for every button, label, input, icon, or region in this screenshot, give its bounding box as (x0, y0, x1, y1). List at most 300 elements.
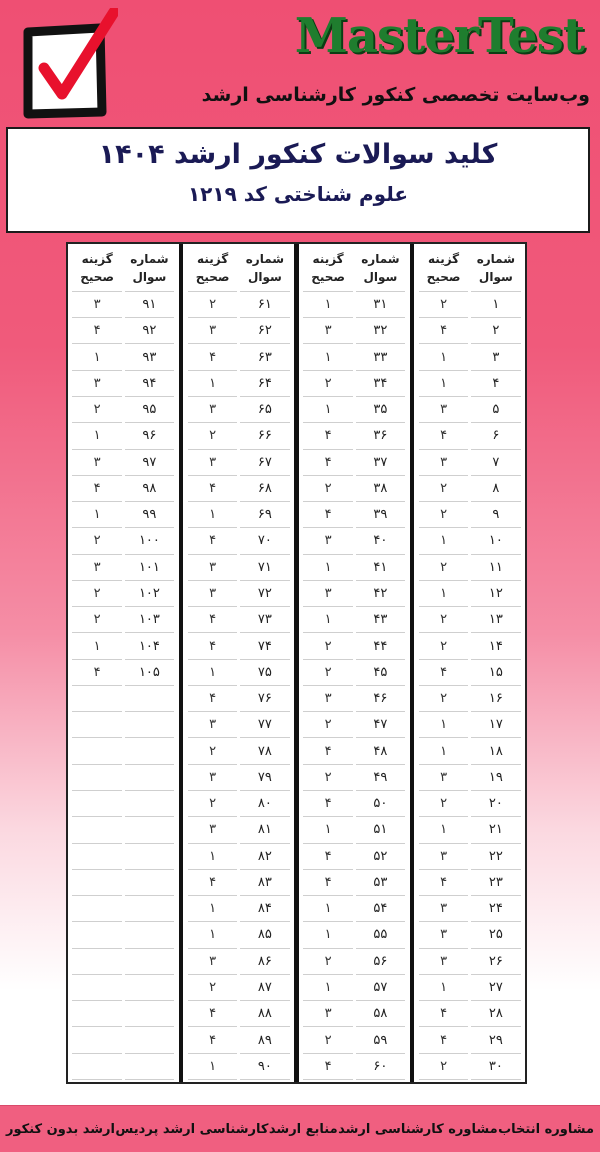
correct-answer (72, 712, 121, 738)
table-row (71, 712, 176, 738)
table-row (186, 423, 291, 449)
table-row (71, 581, 176, 607)
correct-answer: ۲ (419, 633, 468, 659)
table-row (302, 607, 407, 633)
question-number: ۳۸ (356, 476, 405, 502)
table-row (417, 922, 522, 948)
table-row (302, 344, 407, 370)
table-row (302, 502, 407, 528)
question-number: ۲ (471, 318, 520, 344)
correct-answer: ۱ (188, 1054, 237, 1080)
question-number: ۹ (471, 502, 520, 528)
header-row (186, 246, 291, 292)
header-row (302, 246, 407, 292)
question-number: ۹۹ (125, 502, 174, 528)
table-row (417, 870, 522, 896)
table-row (71, 318, 176, 344)
question-number: ۲۵ (471, 922, 520, 948)
question-number: ۷۲ (240, 581, 289, 607)
correct-answer: ۲ (72, 528, 121, 554)
table-row (71, 870, 176, 896)
table-row (417, 975, 522, 1001)
correct-answer: ۱ (188, 922, 237, 948)
correct-answer: ۳ (72, 450, 121, 476)
question-number: ۱۰۲ (125, 581, 174, 607)
table-row (71, 949, 176, 975)
question-number: ۵۲ (356, 844, 405, 870)
question-number: ۱۸ (471, 738, 520, 764)
correct-answer: ۴ (419, 1001, 468, 1027)
correct-answer: ۳ (303, 581, 352, 607)
correct-answer: ۲ (188, 423, 237, 449)
table-row (417, 607, 522, 633)
correct-answer: ۴ (188, 476, 237, 502)
correct-answer: ۱ (419, 975, 468, 1001)
correct-answer: ۱ (419, 528, 468, 554)
question-number: ۴۳ (356, 607, 405, 633)
question-number: ۱۱ (471, 555, 520, 581)
column-header-answer: گزینه صحیح (72, 246, 121, 292)
correct-answer: ۳ (72, 371, 121, 397)
correct-answer: ۱ (419, 817, 468, 843)
table-row (302, 318, 407, 344)
question-number: ۱۰ (471, 528, 520, 554)
question-number: ۷۰ (240, 528, 289, 554)
question-number: ۵۱ (356, 817, 405, 843)
table-row (71, 502, 176, 528)
question-number: ۷۱ (240, 555, 289, 581)
question-number: ۸۲ (240, 844, 289, 870)
question-number (125, 791, 174, 817)
question-number: ۱۰۵ (125, 660, 174, 686)
table-row (302, 817, 407, 843)
question-number: ۴۸ (356, 738, 405, 764)
question-number: ۷۷ (240, 712, 289, 738)
correct-answer: ۳ (72, 555, 121, 581)
question-number: ۱۹ (471, 765, 520, 791)
correct-answer: ۱ (303, 344, 352, 370)
question-number: ۱ (471, 292, 520, 318)
table-row (186, 450, 291, 476)
table-row (71, 738, 176, 764)
correct-answer (72, 738, 121, 764)
question-number: ۶ (471, 423, 520, 449)
correct-answer: ۳ (188, 555, 237, 581)
correct-answer: ۱ (303, 607, 352, 633)
question-number: ۹۵ (125, 397, 174, 423)
correct-answer: ۳ (419, 949, 468, 975)
correct-answer: ۴ (188, 528, 237, 554)
correct-answer: ۴ (303, 1054, 352, 1080)
checkbox-checkmark-icon (18, 8, 118, 120)
question-number: ۸۱ (240, 817, 289, 843)
footer-link[interactable]: کارشناسی ارشد پردیس (115, 1121, 269, 1137)
table-row (417, 344, 522, 370)
question-number: ۹۸ (125, 476, 174, 502)
correct-answer: ۲ (72, 607, 121, 633)
correct-answer: ۳ (419, 397, 468, 423)
correct-answer: ۴ (419, 423, 468, 449)
column-header-question: شماره سوال (356, 246, 405, 292)
correct-answer: ۲ (419, 791, 468, 817)
table-row (302, 371, 407, 397)
table-row (186, 844, 291, 870)
table-row (302, 712, 407, 738)
correct-answer: ۳ (303, 528, 352, 554)
table-row (302, 896, 407, 922)
correct-answer: ۲ (188, 738, 237, 764)
question-number (125, 896, 174, 922)
question-number: ۱۰۳ (125, 607, 174, 633)
correct-answer: ۴ (303, 791, 352, 817)
correct-answer: ۴ (188, 1001, 237, 1027)
correct-answer: ۴ (303, 844, 352, 870)
table-row (302, 975, 407, 1001)
table-row (417, 423, 522, 449)
table-row (302, 791, 407, 817)
correct-answer: ۱ (419, 712, 468, 738)
question-number: ۹۴ (125, 371, 174, 397)
table-row (71, 528, 176, 554)
table-row (417, 844, 522, 870)
question-number: ۸۷ (240, 975, 289, 1001)
correct-answer: ۴ (188, 870, 237, 896)
question-number: ۷۸ (240, 738, 289, 764)
correct-answer: ۱ (303, 817, 352, 843)
site-brand[interactable]: MasterTest (294, 8, 584, 64)
correct-answer: ۱ (72, 344, 121, 370)
table-row (302, 450, 407, 476)
question-number: ۸ (471, 476, 520, 502)
column-header-question: شماره سوال (471, 246, 520, 292)
question-number: ۷ (471, 450, 520, 476)
question-number (125, 712, 174, 738)
correct-answer: ۱ (303, 555, 352, 581)
column-header-question: شماره سوال (125, 246, 174, 292)
question-number (125, 949, 174, 975)
correct-answer (72, 896, 121, 922)
table-row (302, 397, 407, 423)
table-row (186, 292, 291, 318)
correct-answer: ۴ (303, 870, 352, 896)
table-row (186, 949, 291, 975)
table-row (302, 870, 407, 896)
table-row (186, 607, 291, 633)
question-number (125, 765, 174, 791)
table-row (186, 791, 291, 817)
question-number: ۵۴ (356, 896, 405, 922)
question-number: ۴۵ (356, 660, 405, 686)
table-row (302, 738, 407, 764)
table-row (417, 896, 522, 922)
table-row (302, 476, 407, 502)
answer-block (68, 244, 179, 1082)
correct-answer: ۲ (303, 1027, 352, 1053)
correct-answer: ۴ (72, 660, 121, 686)
correct-answer: ۱ (419, 371, 468, 397)
answer-block (183, 244, 294, 1082)
table-row (186, 1001, 291, 1027)
table-row (186, 633, 291, 659)
question-number (125, 686, 174, 712)
question-number: ۳۶ (356, 423, 405, 449)
question-number: ۵۹ (356, 1027, 405, 1053)
table-row (417, 817, 522, 843)
correct-answer (72, 765, 121, 791)
question-number: ۵۶ (356, 949, 405, 975)
correct-answer: ۲ (419, 292, 468, 318)
correct-answer: ۴ (72, 318, 121, 344)
table-row (71, 765, 176, 791)
table-row (186, 581, 291, 607)
correct-answer (72, 1001, 121, 1027)
table-row (417, 318, 522, 344)
correct-answer: ۳ (419, 844, 468, 870)
correct-answer: ۳ (419, 450, 468, 476)
column-header-question: شماره سوال (240, 246, 289, 292)
question-number: ۹۷ (125, 450, 174, 476)
question-number: ۱۴ (471, 633, 520, 659)
table-row (186, 712, 291, 738)
correct-answer: ۲ (72, 397, 121, 423)
title-box (6, 127, 590, 233)
table-row (417, 1027, 522, 1053)
correct-answer: ۴ (419, 1027, 468, 1053)
correct-answer: ۳ (419, 765, 468, 791)
footer-link[interactable]: ارشد بدون کنکور (6, 1121, 115, 1137)
correct-answer: ۱ (72, 633, 121, 659)
header-row (417, 246, 522, 292)
correct-answer: ۴ (188, 633, 237, 659)
question-number: ۷۶ (240, 686, 289, 712)
correct-answer: ۲ (188, 292, 237, 318)
table-row (417, 686, 522, 712)
table-row (417, 1001, 522, 1027)
question-number: ۲۱ (471, 817, 520, 843)
table-row (417, 633, 522, 659)
question-number: ۳۴ (356, 371, 405, 397)
question-number: ۶۹ (240, 502, 289, 528)
correct-answer: ۲ (303, 633, 352, 659)
question-number: ۴۴ (356, 633, 405, 659)
question-number: ۸۹ (240, 1027, 289, 1053)
table-row (186, 765, 291, 791)
table-row (417, 502, 522, 528)
table-row (302, 660, 407, 686)
question-number: ۲۶ (471, 949, 520, 975)
table-row (417, 712, 522, 738)
table-row (71, 292, 176, 318)
correct-answer: ۱ (188, 502, 237, 528)
table-row (71, 555, 176, 581)
table-row (417, 555, 522, 581)
table-row (186, 975, 291, 1001)
correct-answer (72, 975, 121, 1001)
question-number: ۹۳ (125, 344, 174, 370)
question-number: ۵۵ (356, 922, 405, 948)
correct-answer: ۲ (419, 502, 468, 528)
site-tagline: وب‌سایت تخصصی کنکور کارشناسی ارشد (201, 84, 590, 106)
table-row (71, 371, 176, 397)
question-number: ۲۹ (471, 1027, 520, 1053)
table-row (186, 397, 291, 423)
correct-answer: ۱ (188, 896, 237, 922)
correct-answer (72, 922, 121, 948)
table-row (71, 1054, 176, 1080)
question-number (125, 922, 174, 948)
footer-link[interactable]: مشاوره کارشناسی ارشد (338, 1121, 498, 1137)
correct-answer: ۲ (303, 765, 352, 791)
table-row (71, 896, 176, 922)
question-number (125, 738, 174, 764)
table-row (417, 949, 522, 975)
correct-answer: ۴ (188, 344, 237, 370)
table-row (186, 817, 291, 843)
question-number: ۴۱ (356, 555, 405, 581)
correct-answer: ۲ (303, 660, 352, 686)
question-number (125, 1054, 174, 1080)
question-number (125, 975, 174, 1001)
question-number: ۱۲ (471, 581, 520, 607)
page-subtitle: علوم شناختی کد ۱۲۱۹ (187, 182, 409, 206)
table-row (417, 476, 522, 502)
question-number: ۶۴ (240, 371, 289, 397)
question-number: ۲۸ (471, 1001, 520, 1027)
question-number: ۵۷ (356, 975, 405, 1001)
table-row (71, 844, 176, 870)
correct-answer: ۴ (303, 738, 352, 764)
correct-answer: ۴ (419, 318, 468, 344)
table-row (302, 528, 407, 554)
correct-answer: ۱ (303, 292, 352, 318)
table-row (71, 1001, 176, 1027)
question-number: ۴۶ (356, 686, 405, 712)
correct-answer: ۳ (188, 949, 237, 975)
correct-answer (72, 1054, 121, 1080)
question-number: ۳۱ (356, 292, 405, 318)
question-number: ۳۹ (356, 502, 405, 528)
correct-answer: ۳ (188, 450, 237, 476)
table-row (71, 975, 176, 1001)
table-row (71, 922, 176, 948)
table-row (417, 371, 522, 397)
question-number: ۷۴ (240, 633, 289, 659)
question-number: ۹۲ (125, 318, 174, 344)
table-row (417, 1054, 522, 1080)
correct-answer: ۲ (188, 791, 237, 817)
table-row (302, 1001, 407, 1027)
table-row (71, 1027, 176, 1053)
table-row (417, 581, 522, 607)
question-number: ۹۶ (125, 423, 174, 449)
question-number: ۶۱ (240, 292, 289, 318)
correct-answer: ۴ (303, 450, 352, 476)
question-number: ۶۳ (240, 344, 289, 370)
table-row (71, 476, 176, 502)
correct-answer (72, 844, 121, 870)
footer-link[interactable]: مشاوره انتخاب (498, 1121, 594, 1137)
question-number: ۳۳ (356, 344, 405, 370)
question-number: ۸۰ (240, 791, 289, 817)
correct-answer: ۴ (419, 870, 468, 896)
question-number: ۹۰ (240, 1054, 289, 1080)
correct-answer: ۲ (303, 476, 352, 502)
question-number (125, 870, 174, 896)
question-number: ۳ (471, 344, 520, 370)
table-row (302, 765, 407, 791)
correct-answer: ۱ (419, 738, 468, 764)
table-row (417, 450, 522, 476)
correct-answer: ۳ (188, 765, 237, 791)
question-number: ۲۳ (471, 870, 520, 896)
correct-answer: ۴ (188, 1027, 237, 1053)
table-row (186, 896, 291, 922)
correct-answer: ۲ (303, 949, 352, 975)
question-number: ۱۰۰ (125, 528, 174, 554)
correct-answer: ۱ (72, 502, 121, 528)
footer-link[interactable]: منابع ارشد (268, 1121, 338, 1137)
correct-answer: ۲ (303, 712, 352, 738)
correct-answer (72, 949, 121, 975)
table-row (186, 922, 291, 948)
question-number: ۹۱ (125, 292, 174, 318)
correct-answer: ۳ (188, 581, 237, 607)
answer-block (414, 244, 525, 1082)
correct-answer: ۲ (303, 371, 352, 397)
correct-answer: ۴ (188, 686, 237, 712)
question-number: ۱۶ (471, 686, 520, 712)
question-number: ۷۳ (240, 607, 289, 633)
correct-answer: ۱ (188, 660, 237, 686)
question-number (125, 1027, 174, 1053)
page-title: کلید سوالات کنکور ارشد ۱۴۰۴ (98, 139, 498, 170)
correct-answer: ۲ (419, 476, 468, 502)
table-row (71, 633, 176, 659)
question-number: ۱۵ (471, 660, 520, 686)
column-header-answer: گزینه صحیح (303, 246, 352, 292)
correct-answer: ۲ (419, 686, 468, 712)
table-row (186, 371, 291, 397)
correct-answer: ۳ (303, 318, 352, 344)
question-number: ۱۰۴ (125, 633, 174, 659)
question-number: ۷۵ (240, 660, 289, 686)
table-row (302, 922, 407, 948)
header-row (71, 246, 176, 292)
question-number: ۶۰ (356, 1054, 405, 1080)
table-row (417, 791, 522, 817)
question-number: ۲۷ (471, 975, 520, 1001)
correct-answer: ۳ (303, 1001, 352, 1027)
correct-answer: ۴ (303, 423, 352, 449)
table-row (302, 844, 407, 870)
correct-answer (72, 817, 121, 843)
correct-answer: ۴ (72, 476, 121, 502)
table-row (186, 555, 291, 581)
question-number: ۸۳ (240, 870, 289, 896)
correct-answer: ۳ (72, 292, 121, 318)
table-row (186, 528, 291, 554)
correct-answer: ۱ (188, 371, 237, 397)
question-number: ۸۴ (240, 896, 289, 922)
table-row (71, 607, 176, 633)
table-row (71, 423, 176, 449)
correct-answer: ۴ (188, 607, 237, 633)
answer-block (299, 244, 410, 1082)
table-row (417, 528, 522, 554)
table-row (71, 344, 176, 370)
table-row (186, 686, 291, 712)
question-number: ۴ (471, 371, 520, 397)
